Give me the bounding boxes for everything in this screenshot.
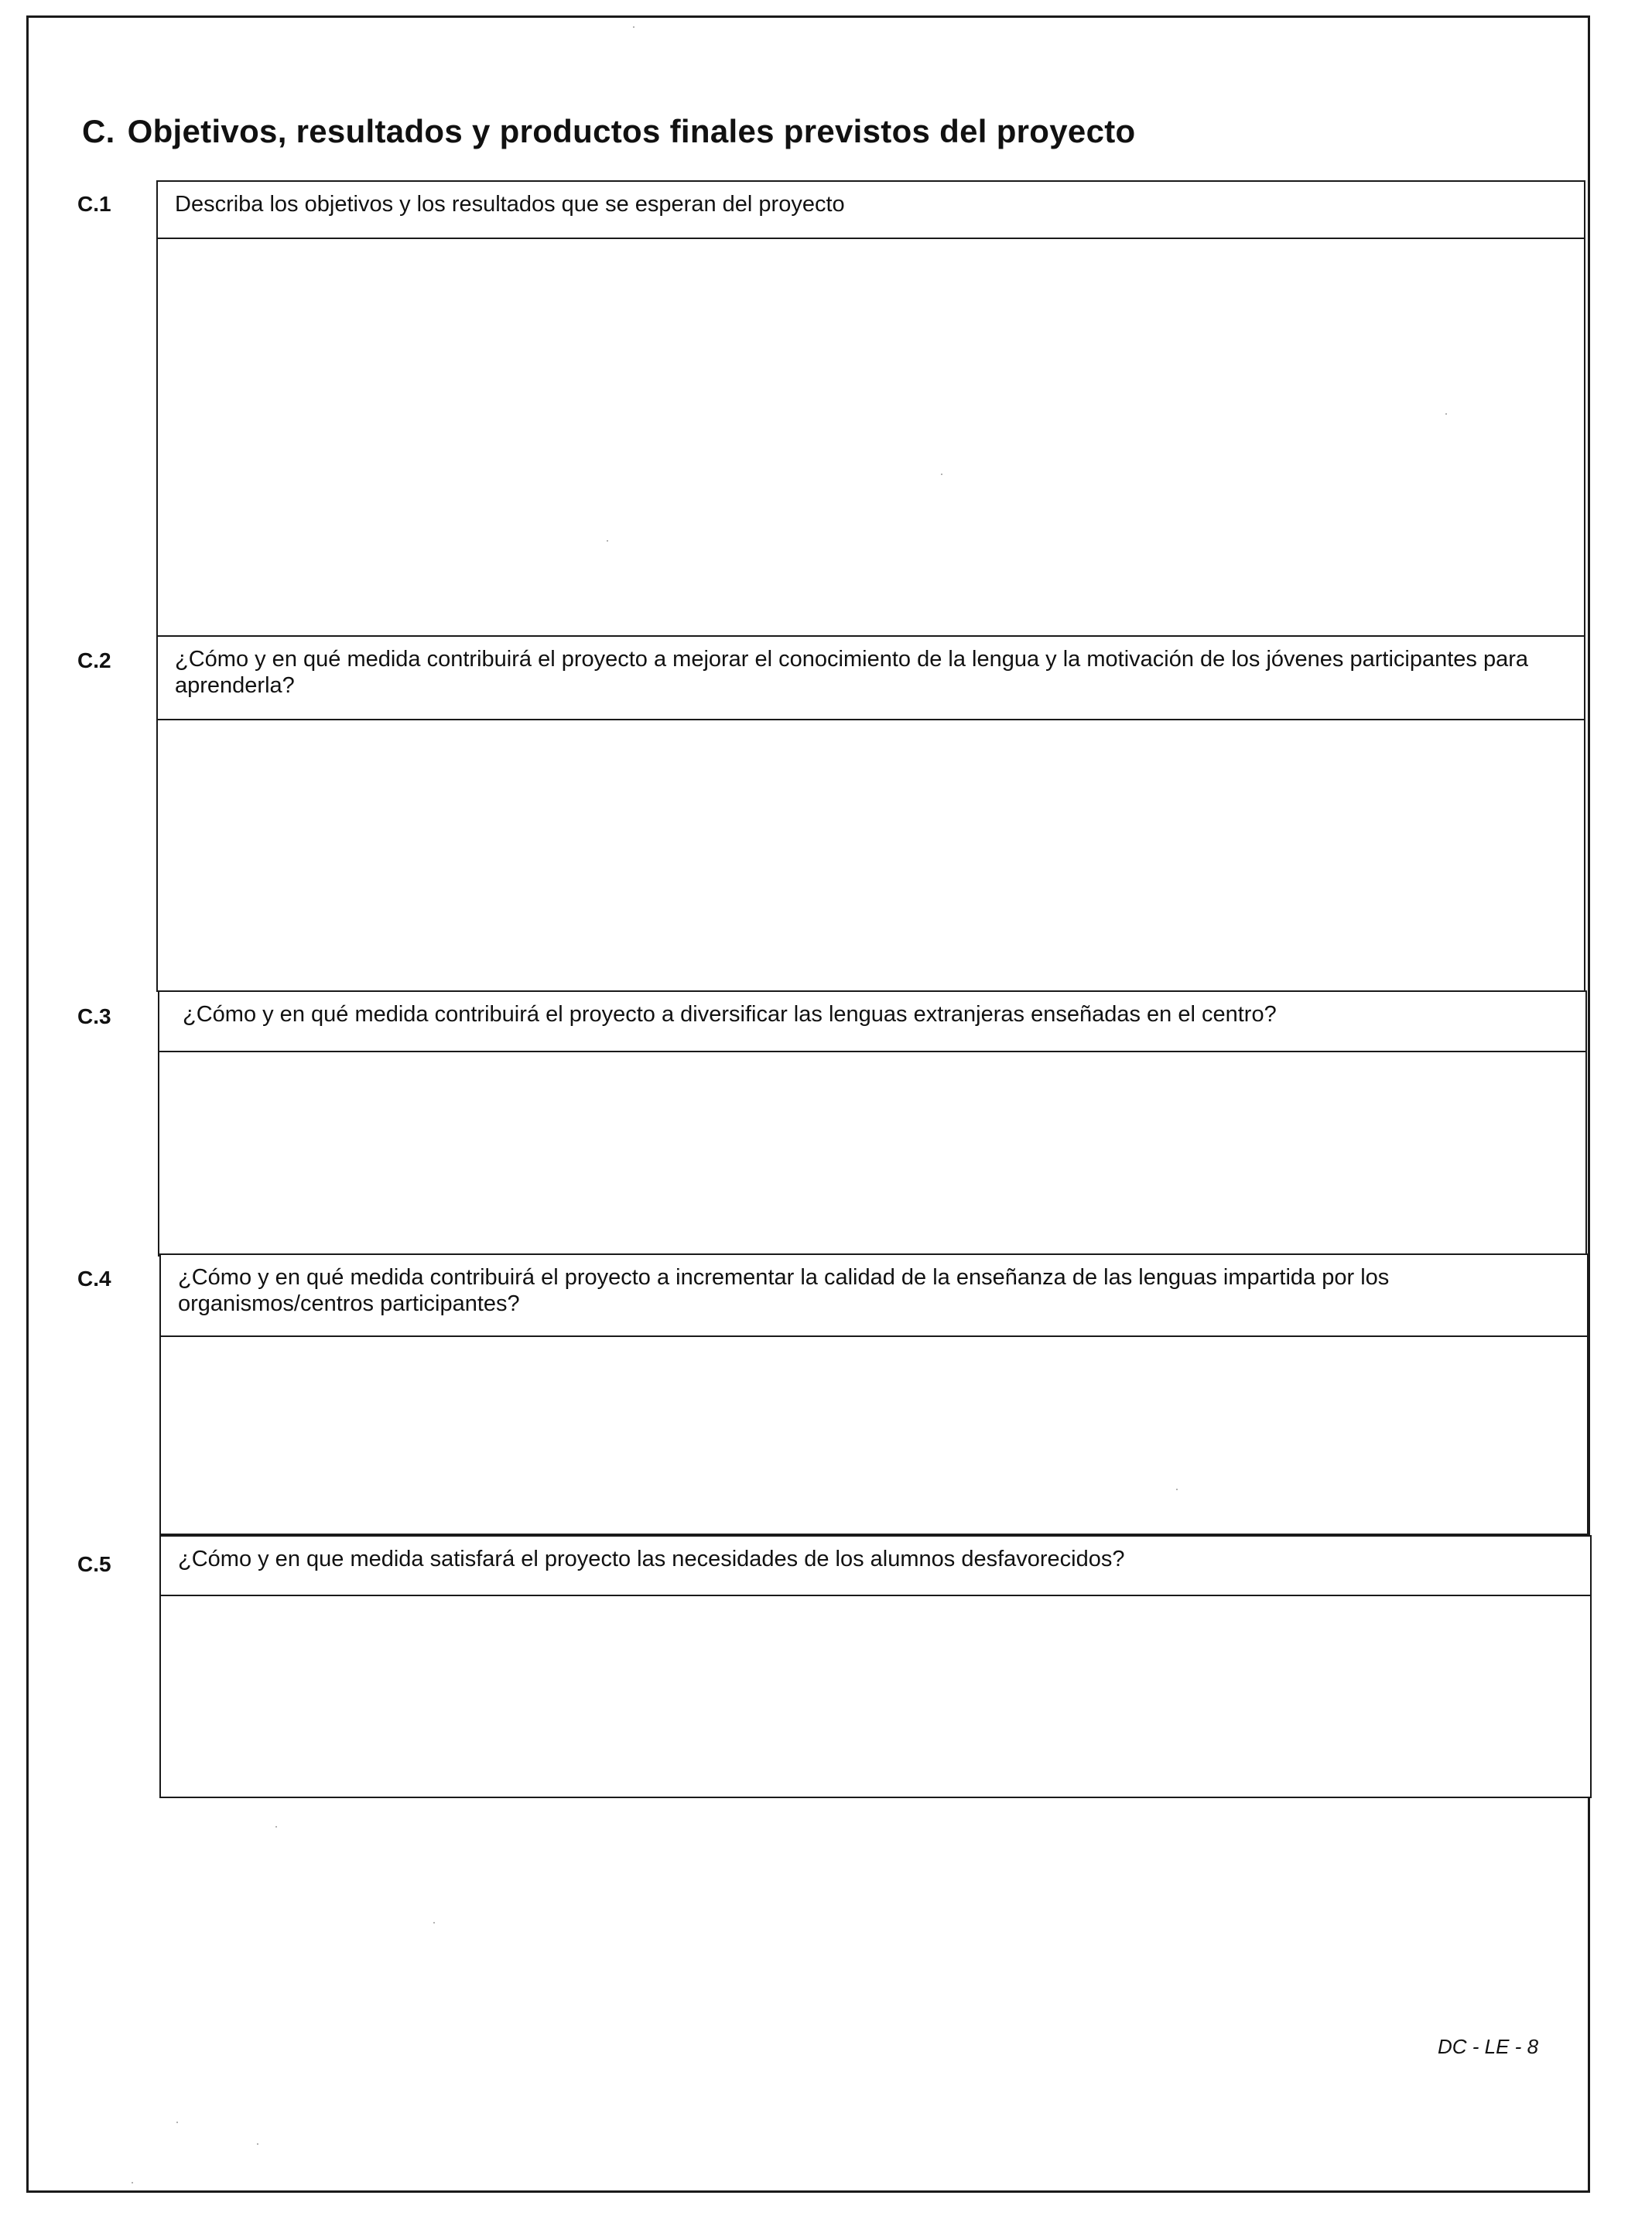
- scan-speck: [941, 474, 942, 475]
- scan-speck: [1445, 413, 1447, 415]
- question-number-c5: C.5: [77, 1552, 111, 1576]
- answer-field-c1[interactable]: [158, 239, 1584, 635]
- question-label-c2: ¿Cómo y en qué medida contribuirá el proyecto a mejorar el conocimiento de la lengua y la motivación de los jóvenes participantes para aprenderla?: [158, 637, 1584, 720]
- answer-field-c4[interactable]: [161, 1337, 1587, 1534]
- question-number-c4: C.4: [77, 1267, 111, 1291]
- section-title-text: Objetivos, resultados y productos finales previstos del proyecto: [127, 113, 1136, 149]
- section-letter: C.: [82, 113, 115, 149]
- question-number-c2: C.2: [77, 648, 111, 672]
- question-box-c5: [159, 1535, 1592, 1798]
- scan-speck: [1176, 1489, 1178, 1490]
- scan-speck: [176, 2122, 178, 2123]
- scan-speck: [633, 26, 634, 28]
- scan-speck: [607, 540, 608, 542]
- question-number-c3: C.3: [77, 1004, 111, 1028]
- page-code: DC - LE - 8: [1438, 2035, 1539, 2058]
- answer-field-c2[interactable]: [158, 720, 1584, 990]
- question-label-c5: ¿Cómo y en que medida satisfará el proyecto las necesidades de los alumnos desfavorecidos?: [161, 1537, 1590, 1596]
- question-label-c4: ¿Cómo y en qué medida contribuirá el proyecto a incrementar la calidad de la enseñanza de las lenguas impartida por los organismos/centros participantes?: [161, 1255, 1587, 1337]
- question-label-c1: Describa los objetivos y los resultados que se esperan del proyecto: [158, 182, 1584, 239]
- question-box-c3: [158, 990, 1587, 1257]
- question-box-c4: [159, 1253, 1589, 1535]
- question-box-c2: [156, 635, 1585, 992]
- scan-speck: [257, 2143, 258, 2145]
- answer-field-c5[interactable]: [161, 1596, 1590, 1797]
- scan-speck: [275, 1826, 277, 1828]
- question-box-c1: [156, 180, 1585, 637]
- answer-field-c3[interactable]: [159, 1052, 1585, 1255]
- question-number-c1: C.1: [77, 192, 111, 216]
- section-title: [82, 113, 1135, 150]
- question-label-c3: ¿Cómo y en qué medida contribuirá el proyecto a diversificar las lenguas extranjeras enseñadas en el centro?: [159, 992, 1585, 1052]
- scan-speck: [433, 1922, 435, 1924]
- scan-speck: [132, 2182, 133, 2183]
